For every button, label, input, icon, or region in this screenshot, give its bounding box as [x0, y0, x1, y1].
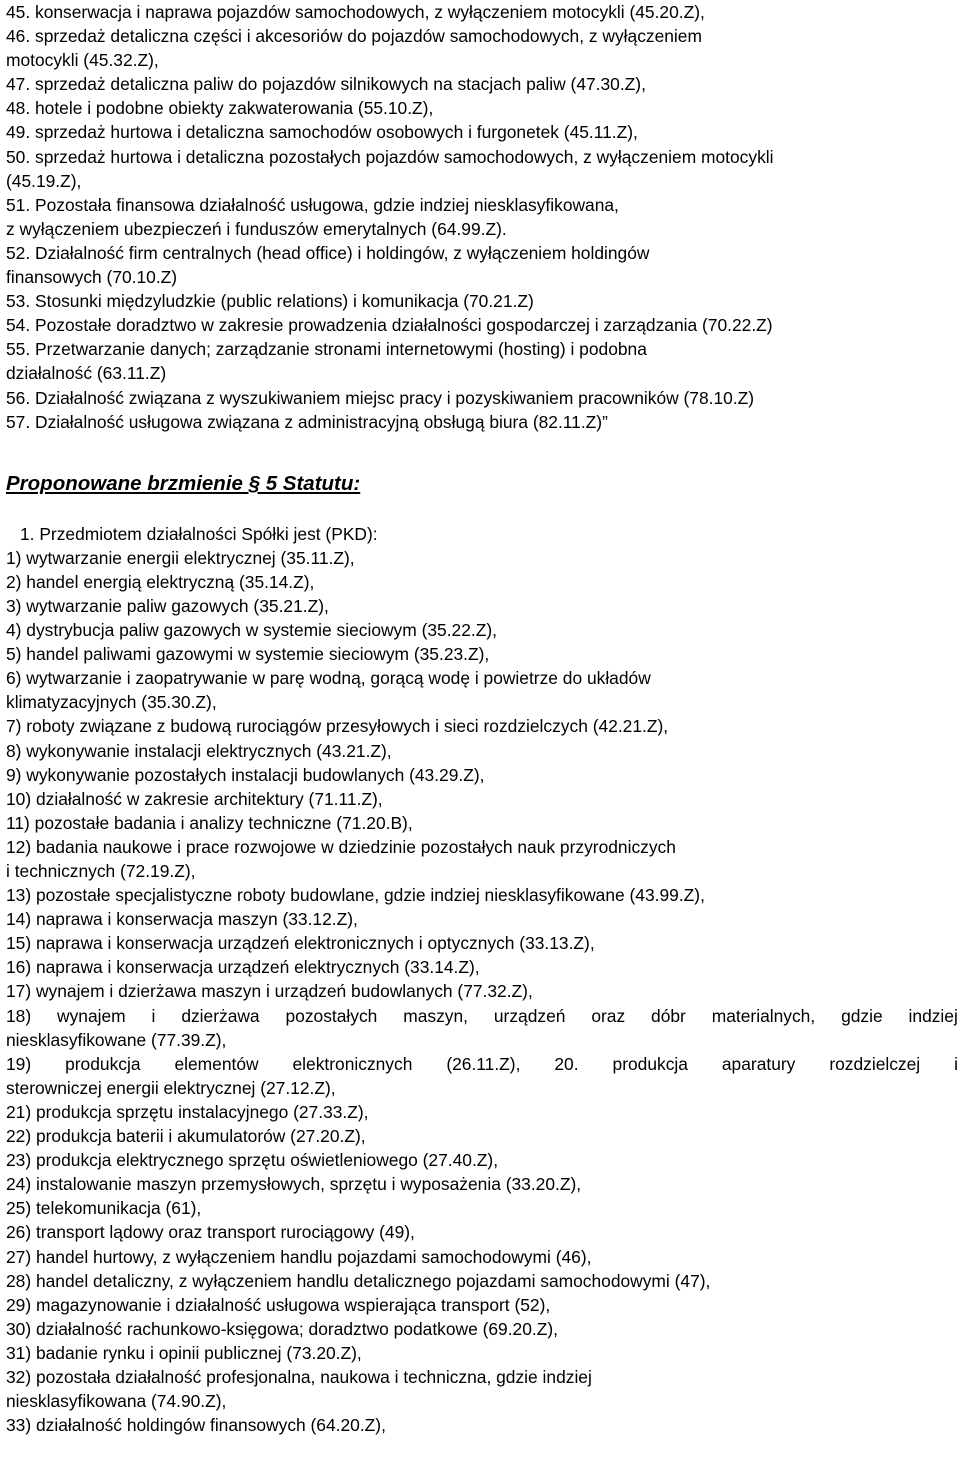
list-line: 3) wytwarzanie paliw gazowych (35.21.Z),: [6, 595, 329, 616]
list-line: 46. sprzedaż detaliczna części i akcesoriów do pojazdów samochodowych, z wyłączeniem: [6, 26, 702, 47]
list-line: 51. Pozostała finansowa działalność usługowa, gdzie indziej niesklasyfikowana,: [6, 194, 619, 215]
list-line: 12) badania naukowe i prace rozwojowe w dziedzinie pozostałych nauk przyrodniczych: [6, 836, 676, 857]
intro-line: 1. Przedmiotem działalności Spółki jest (PKD):: [20, 523, 378, 544]
list-line: 47. sprzedaż detaliczna paliw do pojazdów silnikowych na stacjach paliw (47.30.Z),: [6, 74, 646, 95]
previous-activity-list: [6, 0, 960, 434]
list-line: sterowniczej energii elektrycznej (27.12.Z),: [6, 1077, 336, 1098]
word: dóbr: [651, 1005, 686, 1026]
list-line: finansowych (70.10.Z): [6, 267, 178, 288]
list-line: 56. Działalność związana z wyszukiwaniem miejsc pracy i pozyskiwaniem pracowników (78.10.Z): [6, 387, 755, 408]
list-line: 1) wytwarzanie energii elektrycznej (35.11.Z),: [6, 547, 355, 568]
document-page: [6, 0, 960, 1437]
list-line: 55. Przetwarzanie danych; zarządzanie stronami internetowymi (hosting) i podobna: [6, 339, 647, 360]
list-line: 49. sprzedaż hurtowa i detaliczna samochodów osobowych i furgonetek (45.11.Z),: [6, 122, 638, 143]
list-line: klimatyzacyjnych (35.30.Z),: [6, 692, 217, 713]
list-line: motocykli (45.32.Z),: [6, 50, 159, 71]
list-line: 53. Stosunki międzyludzkie (public relations) i komunikacja (70.21.Z): [6, 291, 534, 312]
word: pozostałych: [285, 1005, 378, 1026]
list-line: 27) handel hurtowy, z wyłączeniem handlu pojazdami samochodowymi (46),: [6, 1246, 592, 1267]
list-line: 48. hotele i podobne obiekty zakwaterowania (55.10.Z),: [6, 98, 434, 119]
list-line: 29) magazynowanie i działalność usługowa wspierająca transport (52),: [6, 1294, 551, 1315]
list-line: 16) naprawa i konserwacja urządzeń elektrycznych (33.14.Z),: [6, 957, 480, 978]
word: (26.11.Z),: [446, 1053, 521, 1074]
list-line: i technicznych (72.19.Z),: [6, 861, 196, 881]
word: maszyn,: [403, 1005, 468, 1026]
proposed-activity-list: [6, 546, 960, 1437]
list-line: 21) produkcja sprzętu instalacyjnego (27.33.Z),: [6, 1101, 369, 1122]
word: elektronicznych: [292, 1053, 413, 1074]
word: i: [954, 1053, 958, 1074]
list-line: 32) pozostała działalność profesjonalna, naukowa i techniczna, gdzie indziej: [6, 1366, 592, 1387]
list-line: 45. konserwacja i naprawa pojazdów samochodowych, z wyłączeniem motocykli (45.20.Z),: [6, 2, 705, 22]
list-line-justified: [6, 1052, 958, 1076]
list-line: z wyłączeniem ubezpieczeń i funduszów emerytalnych (64.99.Z).: [6, 218, 507, 239]
list-line: niesklasyfikowana (74.90.Z),: [6, 1391, 227, 1412]
word: gdzie: [841, 1005, 883, 1026]
list-line: działalność (63.11.Z): [6, 363, 167, 384]
word: oraz: [591, 1005, 626, 1026]
word: produkcja: [612, 1053, 688, 1074]
list-line: 7) roboty związane z budową rurociągów przesyłowych i sieci rozdzielczych (42.21.Z),: [6, 716, 669, 737]
word: 20.: [554, 1053, 579, 1074]
list-line: 24) instalowanie maszyn przemysłowych, sprzętu i wyposażenia (33.20.Z),: [6, 1174, 582, 1195]
section-heading-row: [6, 456, 960, 512]
list-line: 13) pozostałe specjalistyczne roboty budowlane, gdzie indziej niesklasyfikowane (43.99.Z),: [6, 885, 705, 906]
word: rozdzielczej: [829, 1053, 921, 1074]
list-line: 50. sprzedaż hurtowa i detaliczna pozostałych pojazdów samochodowych, z wyłączeniem motocykli: [6, 146, 774, 167]
word: 19): [6, 1053, 32, 1074]
list-line: 10) działalność w zakresie architektury (71.11.Z),: [6, 788, 383, 809]
word: urządzeń: [493, 1005, 566, 1026]
list-line: 30) działalność rachunkowo-księgowa; doradztwo podatkowe (69.20.Z),: [6, 1318, 558, 1339]
list-line: 54. Pozostałe doradztwo w zakresie prowadzenia działalności gospodarczej i zarządzania (70.22.Z): [6, 315, 773, 336]
list-line: 57. Działalność usługowa związana z administracyjną obsługą biura (82.11.Z)”: [6, 411, 608, 432]
list-line: 11) pozostałe badania i analizy techniczne (71.20.B),: [6, 812, 413, 833]
list-line: (45.19.Z),: [6, 170, 82, 191]
word: produkcja: [65, 1053, 141, 1074]
word: indziej: [908, 1005, 958, 1026]
list-line: 6) wytwarzanie i zaopatrywanie w parę wodną, gorącą wodę i powietrze do układów: [6, 668, 651, 689]
word: elementów: [174, 1053, 259, 1074]
list-line: 22) produkcja baterii i akumulatorów (27.20.Z),: [6, 1126, 366, 1147]
list-line: 4) dystrybucja paliw gazowych w systemie sieciowym (35.22.Z),: [6, 620, 497, 641]
list-line: 28) handel detaliczny, z wyłączeniem handlu detalicznego pojazdami samochodowymi (47),: [6, 1270, 711, 1291]
list-line: 33) działalność holdingów finansowych (64.20.Z),: [6, 1415, 386, 1436]
list-line: 31) badanie rynku i opinii publicznej (73.20.Z),: [6, 1342, 362, 1363]
list-line: 8) wykonywanie instalacji elektrycznych (43.21.Z),: [6, 740, 392, 761]
list-line: 25) telekomunikacja (61),: [6, 1198, 202, 1219]
list-line: 52. Działalność firm centralnych (head office) i holdingów, z wyłączeniem holdingów: [6, 242, 650, 263]
list-line: niesklasyfikowane (77.39.Z),: [6, 1029, 227, 1050]
list-line: 5) handel paliwami gazowymi w systemie sieciowym (35.23.Z),: [6, 644, 490, 665]
word: i: [151, 1005, 156, 1026]
word: wynajem: [57, 1005, 126, 1026]
word: materialnych,: [711, 1005, 816, 1026]
section-heading: Proponowane brzmienie § 5 Statutu:: [6, 471, 361, 495]
list-line: 26) transport lądowy oraz transport rurociągowy (49),: [6, 1222, 415, 1243]
word: 18): [6, 1005, 32, 1026]
list-line: 9) wykonywanie pozostałych instalacji budowlanych (43.29.Z),: [6, 764, 485, 785]
list-line: 15) naprawa i konserwacja urządzeń elektronicznych i optycznych (33.13.Z),: [6, 933, 595, 954]
list-line-justified: [6, 1004, 958, 1028]
list-line: 2) handel energią elektryczną (35.14.Z),: [6, 571, 315, 592]
list-line: 17) wynajem i dzierżawa maszyn i urządzeń budowlanych (77.32.Z),: [6, 981, 533, 1002]
list-line: 23) produkcja elektrycznego sprzętu oświetleniowego (27.40.Z),: [6, 1150, 499, 1171]
word: aparatury: [721, 1053, 796, 1074]
spacer: [6, 512, 960, 522]
word: dzierżawa: [181, 1005, 260, 1026]
list-line: 14) naprawa i konserwacja maszyn (33.12.Z),: [6, 909, 358, 930]
